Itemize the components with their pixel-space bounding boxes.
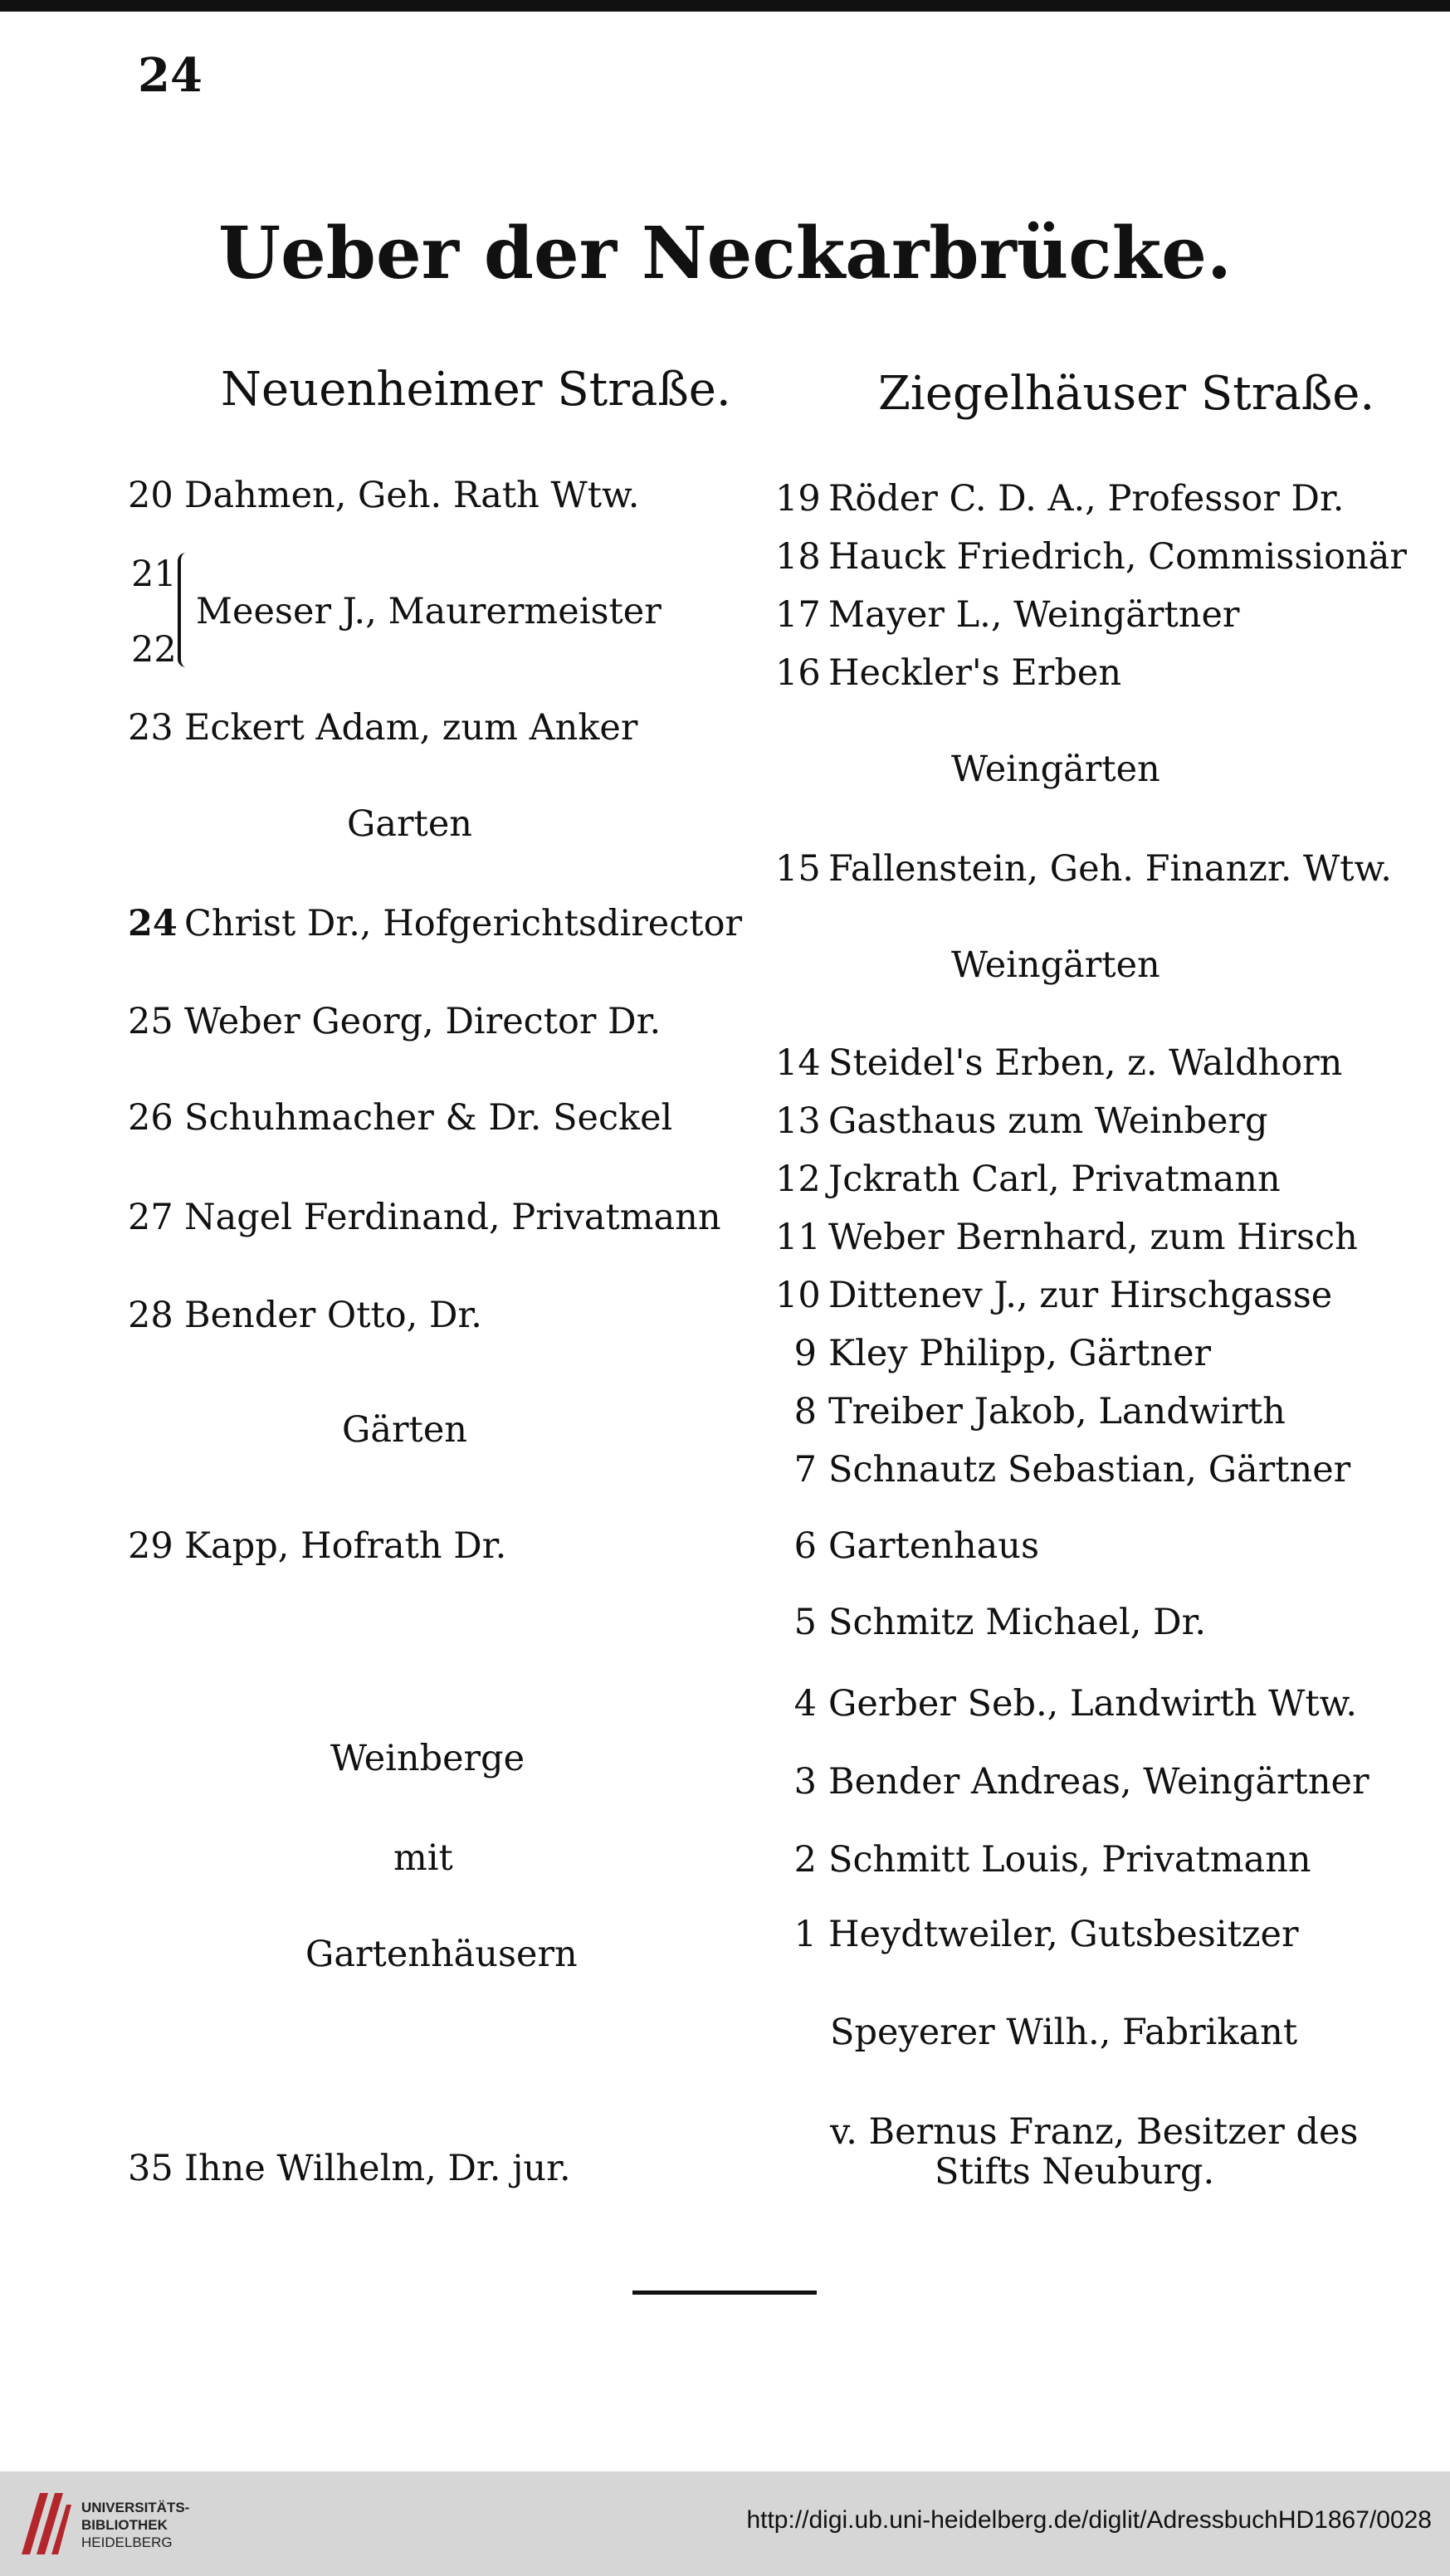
entry-text: Jckrath Carl, Privatmann	[828, 1159, 1281, 1200]
entry-text: Nagel Ferdinand, Privatmann	[184, 1197, 721, 1238]
entry-text: Mayer L., Weingärtner	[828, 594, 1240, 636]
entry-text: Stifts Neuburg.	[935, 2151, 1215, 2193]
page-number: 24	[138, 48, 203, 103]
list-item	[775, 1914, 1299, 1955]
list-item	[128, 903, 742, 944]
house-number: 4	[793, 1683, 817, 1725]
list-item	[128, 707, 637, 749]
house-number: 25	[128, 1001, 173, 1042]
list-item	[775, 1217, 1358, 1258]
entry-text: Heckler's Erben	[828, 652, 1122, 694]
house-number: 3	[793, 1761, 817, 1803]
house-number: 26	[128, 1097, 173, 1139]
house-number: 10	[775, 1275, 821, 1316]
entry-text: Weber Bernhard, zum Hirsch	[828, 1217, 1358, 1258]
entry-text: Bender Otto, Dr.	[184, 1295, 482, 1336]
list-item	[775, 1525, 1039, 1567]
list-item	[775, 536, 1407, 578]
house-number: 20	[128, 475, 173, 516]
list-item	[775, 1275, 1332, 1316]
entry-text: Speyerer Wilh., Fabrikant	[830, 2012, 1298, 2053]
left-column-heading: Neuenheimer Straße.	[221, 363, 731, 417]
house-number: 23	[128, 707, 173, 749]
house-number: 1	[793, 1914, 817, 1955]
house-number: 5	[793, 1602, 817, 1643]
section-label: Gartenhäusern	[305, 1934, 578, 1975]
entry-text: Dahmen, Geh. Rath Wtw.	[184, 475, 640, 516]
entry-text: Weber Georg, Director Dr.	[184, 1001, 662, 1042]
entry-text: Röder C. D. A., Professor Dr.	[828, 478, 1345, 520]
logo-text-line: UNIVERSITÄTS-	[81, 2500, 190, 2515]
house-number: 14	[775, 1042, 821, 1084]
library-logo-icon	[15, 2481, 73, 2564]
entry-text: v. Bernus Franz, Besitzer des	[830, 2111, 1359, 2153]
house-number: 7	[793, 1449, 817, 1490]
section-label: Garten	[347, 803, 472, 845]
footer-bar	[0, 2471, 1450, 2576]
page-title: Ueber der Neckarbrücke.	[218, 212, 1232, 295]
house-number: 24	[128, 903, 178, 944]
entry-text: Treiber Jakob, Landwirth	[828, 1391, 1286, 1432]
right-column-heading: Ziegelhäuser Straße.	[878, 367, 1375, 421]
section-label: Gärten	[342, 1409, 467, 1451]
entry-text: Dittenev J., zur Hirschgasse	[828, 1275, 1333, 1316]
house-number: 9	[793, 1333, 817, 1374]
logo-text-line: BIBLIOTHEK	[81, 2517, 168, 2533]
entry-text: Heydtweiler, Gutsbesitzer	[828, 1914, 1299, 1955]
section-label: Weingärten	[951, 749, 1160, 790]
section-label: Weingärten	[951, 944, 1160, 986]
house-number: 2	[793, 1839, 817, 1881]
list-item	[128, 1295, 482, 1336]
list-item	[128, 1525, 506, 1567]
entry-text: Gartenhaus	[828, 1525, 1040, 1567]
entry-text: Kley Philipp, Gärtner	[828, 1333, 1212, 1374]
list-item	[128, 2148, 571, 2189]
entry-text: Schnautz Sebastian, Gärtner	[828, 1449, 1351, 1490]
house-number: 6	[793, 1525, 817, 1567]
house-number: 13	[775, 1100, 821, 1142]
logo-text-line: HEIDELBERG	[81, 2535, 173, 2550]
entry-text: Christ Dr., Hofgerichtsdirector	[184, 903, 743, 944]
list-item	[775, 1602, 1206, 1643]
house-number: 19	[775, 478, 821, 520]
house-number: 27	[128, 1197, 173, 1238]
list-item	[775, 1391, 1286, 1432]
list-item	[775, 1159, 1281, 1200]
entry-text: Fallenstein, Geh. Finanzr. Wtw.	[828, 848, 1392, 890]
closing-rule	[632, 2291, 817, 2295]
entry-text: Schmitt Louis, Privatmann	[828, 1839, 1311, 1881]
list-item	[128, 1097, 672, 1139]
house-number: 29	[128, 1525, 173, 1567]
house-number: 18	[775, 536, 821, 578]
house-number: 16	[775, 652, 821, 694]
list-item	[128, 1001, 661, 1042]
house-number: 22	[131, 629, 177, 671]
house-number: 12	[775, 1159, 821, 1200]
entry-text: Schmitz Michael, Dr.	[828, 1602, 1207, 1643]
list-item	[775, 478, 1344, 520]
list-item	[775, 1839, 1311, 1881]
entry-text: Kapp, Hofrath Dr.	[184, 1525, 507, 1567]
entry-text: Schuhmacher & Dr. Seckel	[184, 1097, 673, 1139]
entry-text: Steidel's Erben, z. Waldhorn	[828, 1042, 1343, 1084]
list-item	[775, 848, 1392, 890]
section-label: Weinberge	[330, 1738, 525, 1779]
house-number: 17	[775, 594, 821, 636]
list-item	[775, 1683, 1357, 1725]
house-number: 21	[131, 554, 177, 595]
list-item	[775, 1449, 1350, 1490]
list-item	[128, 1197, 721, 1238]
source-url-link[interactable]: http://digi.ub.uni-heidelberg.de/diglit/AdressbuchHD1867/0028	[746, 2506, 1432, 2534]
entry-text: Ihne Wilhelm, Dr. jur.	[184, 2148, 571, 2189]
entry-text: Meeser J., Maurermeister	[196, 591, 662, 632]
list-item	[775, 1042, 1342, 1084]
list-item	[775, 1100, 1268, 1142]
entry-text: Gerber Seb., Landwirth Wtw.	[828, 1683, 1358, 1725]
section-label: mit	[393, 1837, 453, 1879]
house-number: 35	[128, 2148, 173, 2189]
list-item	[775, 1333, 1211, 1374]
house-number: 8	[793, 1391, 817, 1432]
house-number: 11	[775, 1217, 821, 1258]
house-number: 15	[775, 848, 821, 890]
top-border-rule	[0, 0, 1450, 12]
house-number: 28	[128, 1295, 173, 1336]
list-item	[128, 475, 639, 516]
list-item	[775, 594, 1239, 636]
list-item	[775, 1761, 1369, 1803]
entry-text: Gasthaus zum Weinberg	[828, 1100, 1268, 1142]
entry-text: Eckert Adam, zum Anker	[184, 707, 638, 749]
entry-text: Bender Andreas, Weingärtner	[828, 1761, 1369, 1803]
brace-bracket	[178, 553, 193, 667]
entry-text: Hauck Friedrich, Commissionär	[828, 536, 1407, 578]
list-item	[775, 652, 1121, 694]
